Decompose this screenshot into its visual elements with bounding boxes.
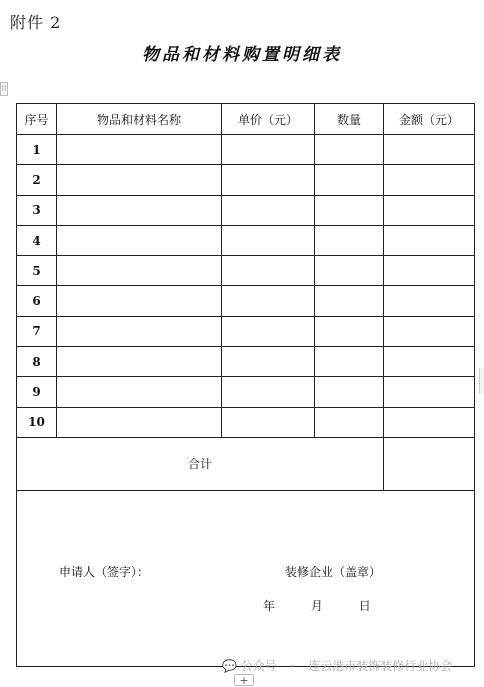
column-header-unit-price: 单价（元）: [222, 104, 315, 135]
column-header-serial: 序号: [17, 104, 57, 135]
item-name-cell[interactable]: [57, 407, 222, 437]
amount-cell[interactable]: [384, 377, 475, 407]
table-row: [17, 165, 475, 195]
item-name-cell[interactable]: [57, 377, 222, 407]
quantity-cell[interactable]: [315, 316, 384, 346]
total-row: [17, 437, 475, 490]
row-number: 1: [17, 135, 57, 165]
total-label: 合计: [17, 437, 384, 490]
column-header-quantity: 数量: [315, 104, 384, 135]
amount-cell[interactable]: [384, 165, 475, 195]
row-number: 10: [17, 407, 57, 437]
quantity-cell[interactable]: [315, 377, 384, 407]
table-move-handle[interactable]: ⁝⁝: [0, 82, 8, 96]
quantity-cell[interactable]: [315, 135, 384, 165]
row-number: 2: [17, 165, 57, 195]
table-row: [17, 347, 475, 377]
table-row: [17, 407, 475, 437]
item-name-cell[interactable]: [57, 256, 222, 286]
table-row: [17, 135, 475, 165]
table-row: [17, 286, 475, 316]
item-name-cell[interactable]: [57, 316, 222, 346]
document-title: 物品和材料购置明细表: [142, 45, 342, 65]
column-header-item-name: 物品和材料名称: [57, 104, 222, 135]
quantity-cell[interactable]: [315, 347, 384, 377]
table-row: [17, 225, 475, 255]
unit-price-cell[interactable]: [222, 407, 315, 437]
table-header-row: [17, 104, 475, 135]
unit-price-cell[interactable]: [222, 135, 315, 165]
item-name-cell[interactable]: [57, 225, 222, 255]
quantity-cell[interactable]: [315, 225, 384, 255]
date-month-label: 月: [310, 598, 323, 613]
watermark-separator: ·: [290, 659, 295, 673]
amount-cell[interactable]: [384, 347, 475, 377]
total-amount-cell[interactable]: [384, 437, 475, 490]
company-seal-label: 装修企业（盖章）: [285, 564, 382, 579]
item-name-cell[interactable]: [57, 195, 222, 225]
row-number: 4: [17, 225, 57, 255]
item-name-cell[interactable]: [57, 286, 222, 316]
row-number: 8: [17, 347, 57, 377]
date-year-label: 年: [263, 598, 276, 613]
quantity-cell[interactable]: [315, 286, 384, 316]
row-number: 7: [17, 316, 57, 346]
item-name-cell[interactable]: [57, 347, 222, 377]
unit-price-cell[interactable]: [222, 225, 315, 255]
quantity-cell[interactable]: [315, 195, 384, 225]
unit-price-cell[interactable]: [222, 165, 315, 195]
item-name-cell[interactable]: [57, 165, 222, 195]
unit-price-cell[interactable]: [222, 377, 315, 407]
applicant-signature-label: 申请人（签字）：: [59, 564, 150, 579]
date-line: [263, 597, 403, 614]
scrollbar-marker[interactable]: [479, 368, 484, 394]
unit-price-cell[interactable]: [222, 195, 315, 225]
row-number: 5: [17, 256, 57, 286]
item-name-cell[interactable]: [57, 135, 222, 165]
amount-cell[interactable]: [384, 286, 475, 316]
row-number: 3: [17, 195, 57, 225]
amount-cell[interactable]: [384, 225, 475, 255]
table-row: [17, 377, 475, 407]
unit-price-cell[interactable]: [222, 286, 315, 316]
watermark-account-prefix: 公众号: [240, 659, 277, 673]
row-number: 9: [17, 377, 57, 407]
amount-cell[interactable]: [384, 407, 475, 437]
unit-price-cell[interactable]: [222, 347, 315, 377]
purchase-detail-table: [16, 103, 475, 667]
watermark-account-name: 连云港市装饰装修行业协会: [308, 659, 453, 673]
table-row: [17, 195, 475, 225]
unit-price-cell[interactable]: [222, 316, 315, 346]
table-row: [17, 256, 475, 286]
signature-block[interactable]: [17, 490, 475, 666]
wechat-watermark: [222, 657, 452, 674]
quantity-cell[interactable]: [315, 256, 384, 286]
quantity-cell[interactable]: [315, 407, 384, 437]
amount-cell[interactable]: [384, 135, 475, 165]
date-day-label: 日: [358, 598, 371, 613]
attachment-label: 附件 2: [10, 13, 62, 32]
wechat-icon: 💬: [222, 659, 237, 673]
purchase-detail-table-container: [16, 103, 474, 667]
amount-cell[interactable]: [384, 195, 475, 225]
row-number: 6: [17, 286, 57, 316]
unit-price-cell[interactable]: [222, 256, 315, 286]
amount-cell[interactable]: [384, 256, 475, 286]
amount-cell[interactable]: [384, 316, 475, 346]
add-row-button[interactable]: +: [234, 674, 254, 686]
quantity-cell[interactable]: [315, 165, 384, 195]
table-row: [17, 316, 475, 346]
signature-row: [17, 490, 475, 666]
column-header-amount: 金额（元）: [384, 104, 475, 135]
